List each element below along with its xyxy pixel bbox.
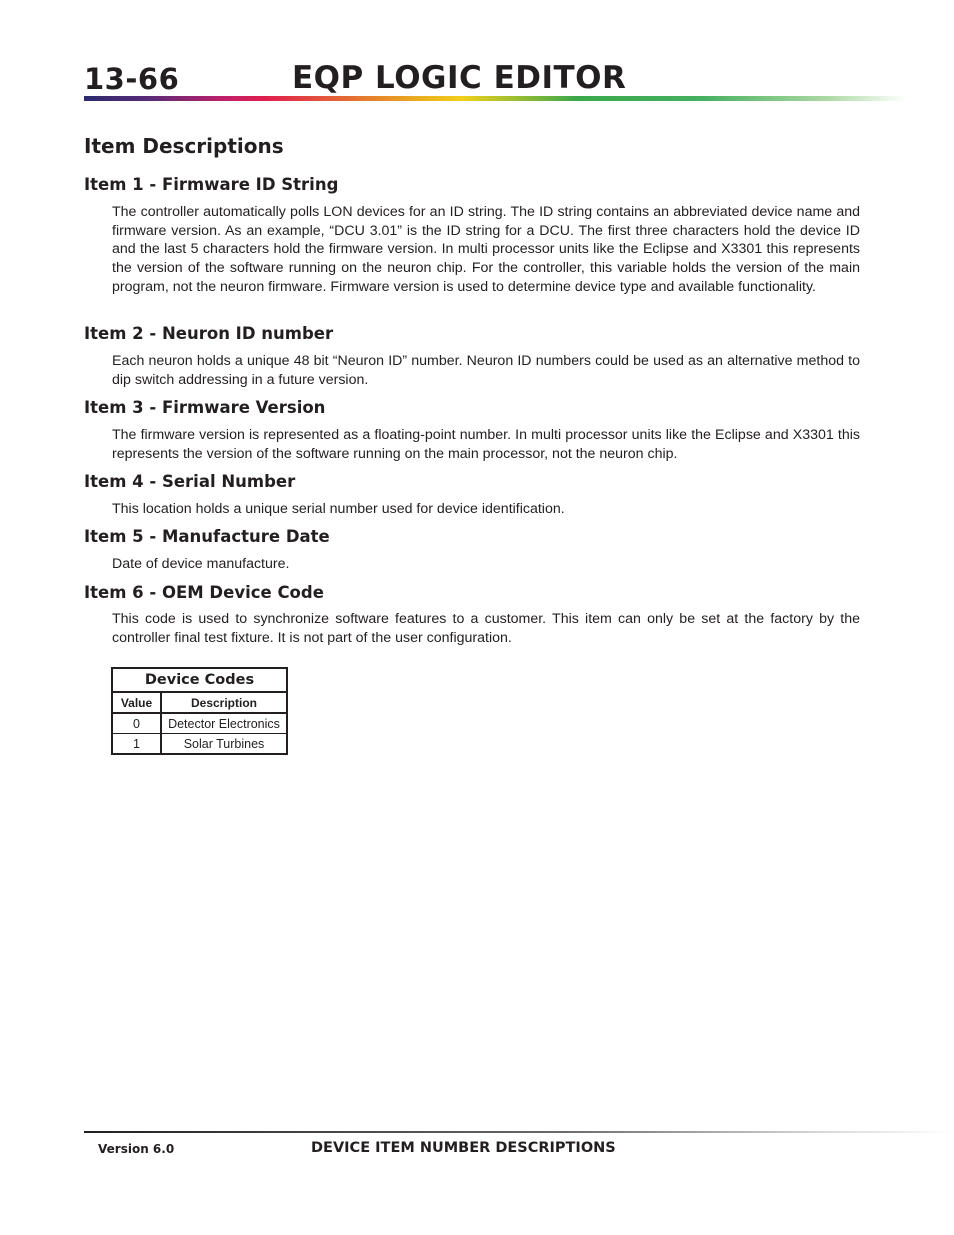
footer-version: Version 6.0 <box>98 1142 175 1156</box>
item-6-body: This code is used to synchronize software features to a customer. This item can only be set at the factory by the controller final test fixture. It is not part of the user configuration. <box>112 611 860 646</box>
page-number: 13-66 <box>84 62 180 96</box>
item-4-heading: Item 4 - Serial Number <box>84 472 296 491</box>
item-3-body: The firmware version is represented as a floating-point number. In multi processor units like the Eclipse and X3301 this represents the version of the software running on the main processor, not the neuron chip. <box>112 427 860 462</box>
chapter-title: EQP LOGIC EDITOR <box>292 60 627 96</box>
table-row <box>112 734 287 755</box>
item-2-heading: Item 2 - Neuron ID number <box>84 324 334 343</box>
item-5-heading: Item 5 - Manufacture Date <box>84 527 330 546</box>
item-5-body: Date of device manufacture. <box>112 556 290 572</box>
table-row <box>112 713 287 734</box>
item-6-heading: Item 6 - OEM Device Code <box>84 583 324 602</box>
item-1-heading: Item 1 - Firmware ID String <box>84 175 339 194</box>
column-header-value: Value <box>112 692 161 713</box>
item-4-body: This location holds a unique serial number used for device identification. <box>112 501 565 517</box>
item-3-heading: Item 3 - Firmware Version <box>84 398 326 417</box>
footer-rule <box>84 1131 954 1133</box>
section-title: Item Descriptions <box>84 134 284 158</box>
footer-section-title: DEVICE ITEM NUMBER DESCRIPTIONS <box>311 1140 616 1156</box>
cell-value: 1 <box>112 734 161 755</box>
column-header-description: Description <box>161 692 287 713</box>
item-1-body: The controller automatically polls LON devices for an ID string. The ID string contains an abbreviated device name and firmware version. As an example, “DCU 3.01” is the ID string for a DCU. The first three characters hold the device ID and the last 5 characters hold the firmware version. In multi processor units like the Eclipse and X3301 this represents the version of the software running on the neuron chip. For the controller, this variable holds the version of the main program, not the neuron firmware. Firmware version is used to determine device type and available functionality. <box>112 204 860 295</box>
cell-value: 0 <box>112 713 161 734</box>
cell-description: Detector Electronics <box>161 713 287 734</box>
item-2-body: Each neuron holds a unique 48 bit “Neuron ID” number. Neuron ID numbers could be used as an alternative method to dip switch addressing in a future version. <box>112 353 860 388</box>
device-codes-caption: Device Codes <box>112 668 287 692</box>
cell-description: Solar Turbines <box>161 734 287 755</box>
header-rainbow-bar <box>84 96 906 101</box>
device-codes-table <box>111 667 288 755</box>
